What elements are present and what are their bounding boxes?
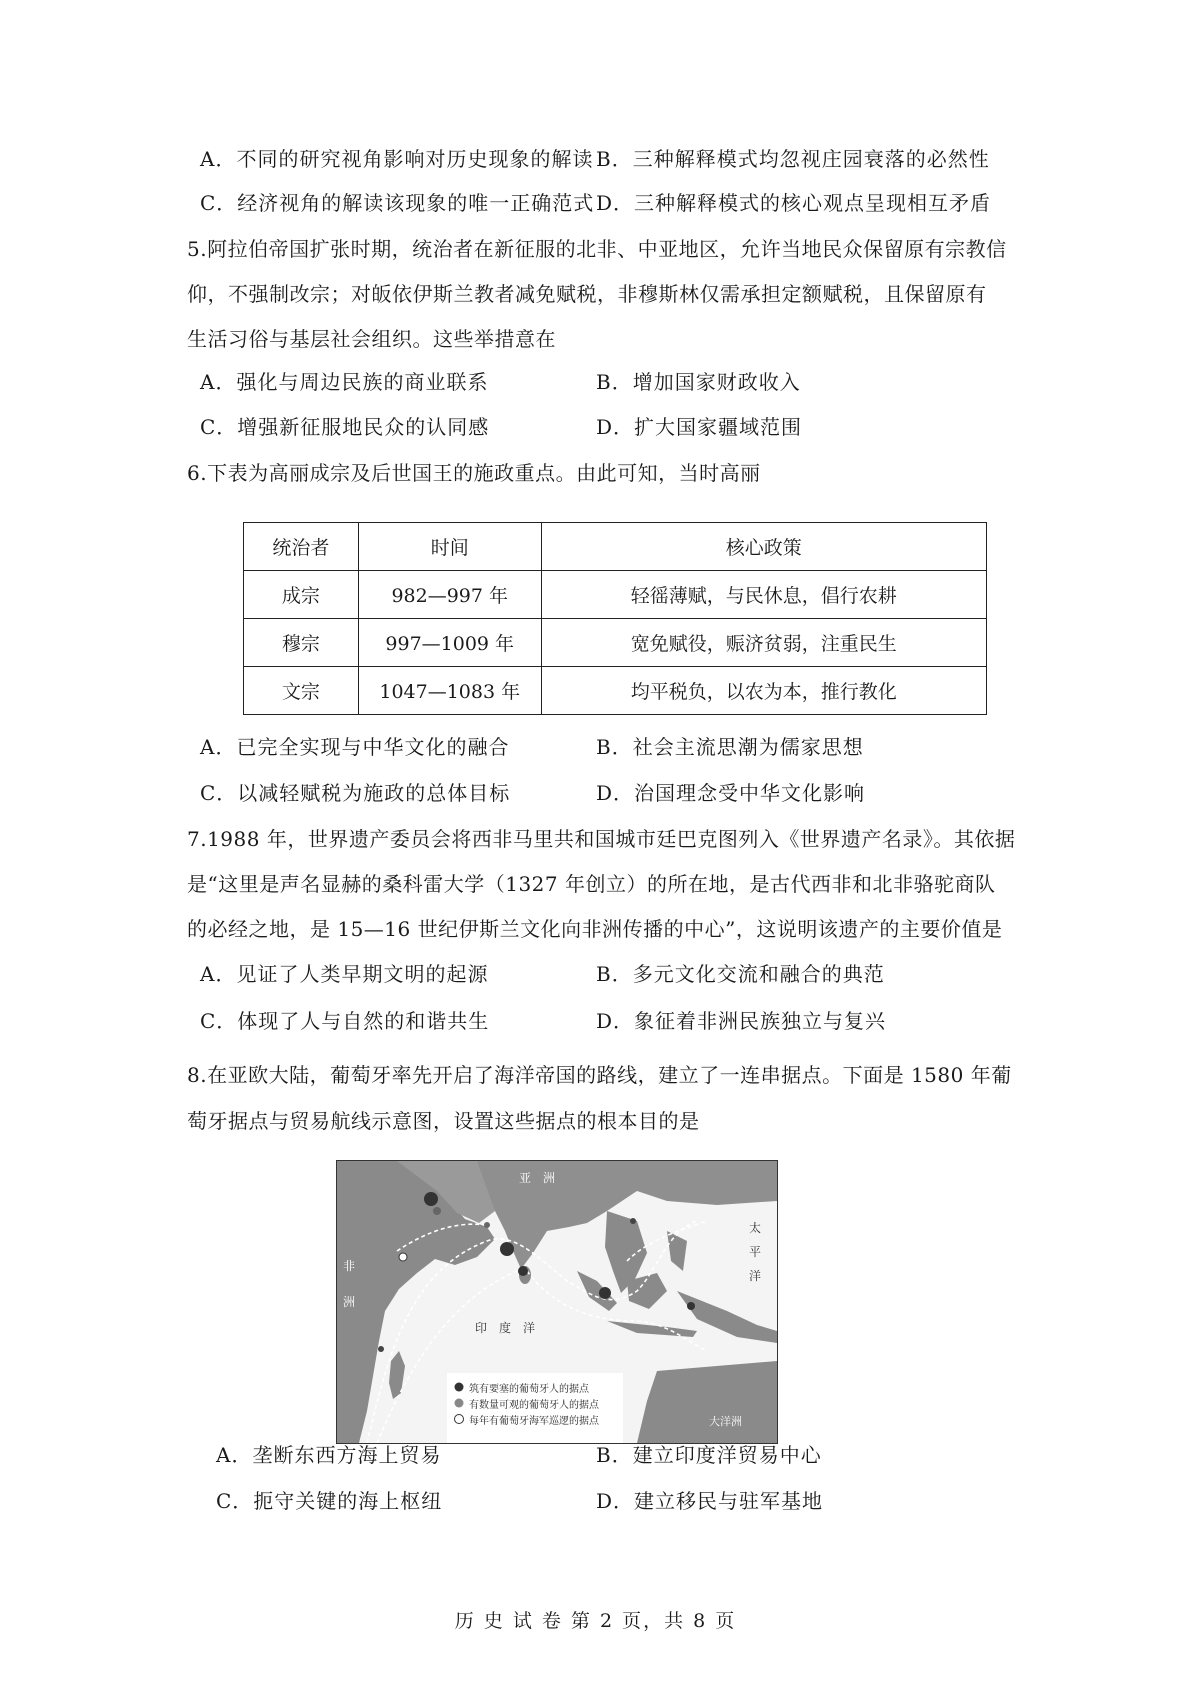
fortified-outpost-marker	[599, 1287, 611, 1299]
q6-option-b[interactable]: B．社会主流思潮为儒家思想	[596, 735, 864, 759]
legend-fortified-icon	[455, 1383, 464, 1392]
q6-policy-table	[243, 522, 987, 715]
legend-item-patrolled: 每年有葡萄牙海军巡逻的据点	[469, 1416, 599, 1427]
fortified-outpost-marker	[424, 1192, 438, 1206]
q4-option-c[interactable]: C．经济视角的解读该现象的唯一正确范式	[200, 191, 595, 215]
q8-option-d[interactable]: D．建立移民与驻军基地	[596, 1489, 824, 1513]
table-header-cell: 统治者	[244, 523, 359, 571]
q4-option-b[interactable]: B．三种解释模式均忽视庄园衰落的必然性	[596, 147, 990, 171]
q5-stem-line: 生活习俗与基层社会组织。这些举措意在	[187, 327, 556, 351]
q5-option-b[interactable]: B．增加国家财政收入	[596, 370, 801, 394]
table-header-cell: 核心政策	[541, 523, 986, 571]
table-header-row	[244, 523, 987, 571]
q5-option-a[interactable]: A．强化与周边民族的商业联系	[200, 370, 489, 394]
table-row	[244, 619, 987, 667]
q7-option-d[interactable]: D．象征着非洲民族独立与复兴	[596, 1009, 887, 1033]
map-label-indian-ocean: 印 度 洋	[475, 1321, 536, 1335]
table-cell: 穆宗	[244, 619, 359, 667]
table-cell: 轻徭薄赋，与民休息，倡行农耕	[541, 571, 986, 619]
q7-option-a[interactable]: A．见证了人类早期文明的起源	[200, 962, 489, 986]
q5-stem-line: 5.阿拉伯帝国扩张时期，统治者在新征服的北非、中亚地区，允许当地民众保留原有宗教信	[187, 237, 1007, 261]
map-label-pacific-3: 洋	[749, 1269, 762, 1283]
q7-stem-line: 7.1988 年，世界遗产委员会将西非马里共和国城市廷巴克图列入《世界遗产名录》。其依据	[187, 827, 1016, 851]
q8-option-c[interactable]: C．扼守关键的海上枢纽	[216, 1489, 443, 1513]
legend-item-fortified: 筑有要塞的葡萄牙人的据点	[469, 1384, 589, 1395]
map-label-oceania: 大洋洲	[709, 1415, 742, 1428]
page-footer: 历 史 试 卷 第 2 页，共 8 页	[454, 1610, 737, 1632]
map-label-africa-2: 洲	[343, 1295, 356, 1309]
table-row	[244, 571, 987, 619]
table-row	[244, 667, 987, 715]
settled-outpost-marker	[630, 1218, 636, 1224]
q6-option-a[interactable]: A．已完全实现与中华文化的融合	[200, 735, 510, 759]
q4-option-d[interactable]: D．三种解释模式的核心观点呈现相互矛盾	[596, 191, 992, 215]
settled-outpost-marker	[433, 1207, 441, 1215]
q8-stem-line: 8.在亚欧大陆，葡萄牙率先开启了海洋帝国的路线，建立了一连串据点。下面是 1580 年葡	[187, 1063, 1012, 1087]
q7-stem-line: 的必经之地，是 15—16 世纪伊斯兰文化向非洲传播的中心”，这说明该遗产的主要价值是	[187, 917, 1003, 941]
q5-stem-line: 仰，不强制改宗；对皈依伊斯兰教者减免赋税，非穆斯林仅需承担定额赋税，且保留原有	[187, 282, 987, 306]
patrolled-outpost-marker	[399, 1253, 407, 1261]
q8-option-b[interactable]: B．建立印度洋贸易中心	[596, 1443, 822, 1467]
q5-option-c[interactable]: C．增强新征服地民众的认同感	[200, 415, 490, 439]
portugal-trade-map	[336, 1160, 778, 1444]
fortified-outpost-marker	[500, 1242, 514, 1256]
settled-outpost-marker	[378, 1346, 384, 1352]
q7-option-c[interactable]: C．体现了人与自然的和谐共生	[200, 1009, 490, 1033]
q5-option-d[interactable]: D．扩大国家疆域范围	[596, 415, 803, 439]
q4-option-a[interactable]: A．不同的研究视角影响对历史现象的解读	[200, 147, 594, 171]
legend-item-settled: 有数量可观的葡萄牙人的据点	[469, 1400, 599, 1411]
q6-option-d[interactable]: D．治国理念受中华文化影响	[596, 781, 866, 805]
fortified-outpost-marker	[687, 1302, 695, 1310]
table-cell: 宽免赋役，赈济贫弱，注重民生	[541, 619, 986, 667]
table-cell: 文宗	[244, 667, 359, 715]
table-header-cell: 时间	[358, 523, 541, 571]
q6-stem: 6.下表为高丽成宗及后世国王的施政重点。由此可知，当时高丽	[187, 461, 761, 485]
fortified-outpost-marker	[518, 1266, 528, 1276]
q8-option-a[interactable]: A．垄断东西方海上贸易	[216, 1443, 442, 1467]
table-cell: 997—1009 年	[358, 619, 541, 667]
table-cell: 1047—1083 年	[358, 667, 541, 715]
table-cell: 成宗	[244, 571, 359, 619]
map-label-africa-1: 非	[343, 1259, 356, 1273]
australia-landmass	[637, 1361, 777, 1443]
table-cell: 均平税负，以农为本，推行教化	[541, 667, 986, 715]
q6-option-c[interactable]: C．以减轻赋税为施政的总体目标	[200, 781, 511, 805]
table-cell: 982—997 年	[358, 571, 541, 619]
q7-option-b[interactable]: B．多元文化交流和融合的典范	[596, 962, 885, 986]
map-label-asia: 亚 洲	[519, 1171, 556, 1185]
legend-patrolled-icon	[455, 1415, 464, 1424]
legend-settled-icon	[455, 1399, 464, 1408]
q8-stem-line: 萄牙据点与贸易航线示意图，设置这些据点的根本目的是	[187, 1109, 700, 1133]
map-label-pacific-1: 太	[749, 1221, 762, 1235]
settled-outpost-marker	[484, 1222, 490, 1228]
q7-stem-line: 是“这里是声名显赫的桑科雷大学（1327 年创立）的所在地，是古代西非和北非骆驼商队	[187, 872, 996, 896]
map-label-pacific-2: 平	[749, 1245, 762, 1259]
